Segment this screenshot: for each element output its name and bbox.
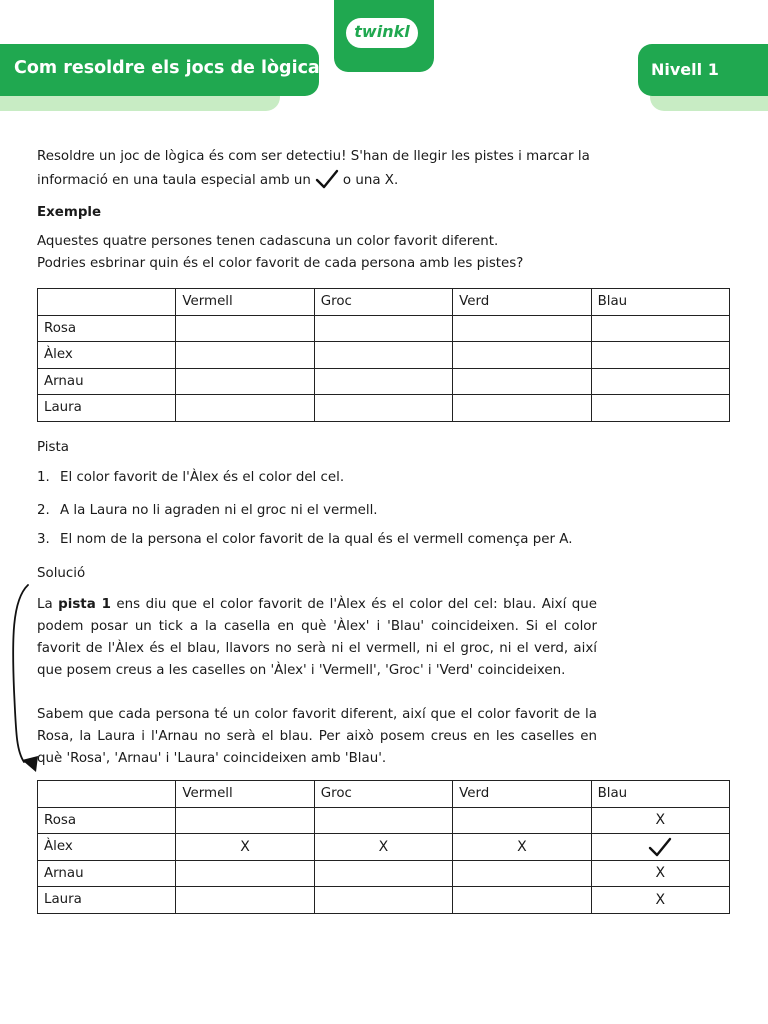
intro-line-2-start: informació en una taula especial amb un xyxy=(37,173,311,188)
table-cell xyxy=(453,368,591,395)
table-header-cell: Verd xyxy=(453,289,591,316)
table-cell xyxy=(176,395,314,422)
solution-paragraph-1 xyxy=(37,594,597,682)
table-cell xyxy=(176,342,314,369)
table-row xyxy=(38,395,730,422)
table-header-cell: Blau xyxy=(591,289,729,316)
clues-heading: Pista xyxy=(37,440,69,455)
intro-line-2 xyxy=(37,168,398,192)
page-title: Com resoldre els jocs de lògica xyxy=(14,58,320,78)
table-header-cell: Verd xyxy=(453,781,591,808)
table-cell xyxy=(591,395,729,422)
table-header-row xyxy=(38,781,730,808)
table-header-cell: Vermell xyxy=(176,781,314,808)
empty-logic-table xyxy=(37,288,730,422)
table-cell xyxy=(591,342,729,369)
clue-number: 3. xyxy=(37,532,50,547)
table-cell xyxy=(176,368,314,395)
table-header-row xyxy=(38,289,730,316)
clue-item xyxy=(37,470,344,485)
level-label: Nivell 1 xyxy=(651,60,719,79)
table-row xyxy=(38,342,730,369)
clue-text: A la Laura no li agraden ni el groc ni el vermell. xyxy=(60,503,378,518)
row-name: Arnau xyxy=(38,368,176,395)
table-header-cell: Groc xyxy=(314,289,452,316)
row-name: Àlex xyxy=(38,834,176,861)
table-header-cell: Blau xyxy=(591,781,729,808)
example-line-2: Podries esbrinar quin és el color favorit de cada persona amb les pistes? xyxy=(37,256,524,271)
check-icon xyxy=(647,836,673,858)
row-name: Arnau xyxy=(38,860,176,887)
table-cell xyxy=(314,887,452,914)
clue-number: 1. xyxy=(37,470,50,485)
table-row xyxy=(38,834,730,861)
table-cell xyxy=(453,315,591,342)
clue-text: El nom de la persona el color favorit de la qual és el vermell comença per A. xyxy=(60,532,573,547)
row-name: Rosa xyxy=(38,315,176,342)
row-name: Laura xyxy=(38,887,176,914)
table-cell xyxy=(176,315,314,342)
tick-cell xyxy=(591,834,729,861)
table-cell xyxy=(314,342,452,369)
intro-line-1: Resoldre un joc de lògica és com ser detectiu! S'han de llegir les pistes i marcar la xyxy=(37,149,590,164)
table-cell xyxy=(176,887,314,914)
solution-p1-rest: ens diu que el color favorit de l'Àlex és el color del cel: blau. Així que podem posar un tick a la casella en què 'Àlex' i 'Blau' coincideixen. Si el color favorit de l'Àlex és el blau, llavors no serà ni el vermell, ni el groc, ni el verd, així que posem creus a les caselles on 'Àlex' i 'Vermell', 'Groc' i 'Verd' coincideixen. xyxy=(37,597,597,678)
solution-p1-start: La xyxy=(37,597,59,612)
table-cell xyxy=(176,807,314,834)
table-header-cell: Groc xyxy=(314,781,452,808)
row-name: Àlex xyxy=(38,342,176,369)
table-row xyxy=(38,807,730,834)
clue-item xyxy=(37,532,572,547)
clue-item xyxy=(37,503,378,518)
cross-mark: X xyxy=(591,887,729,914)
table-row xyxy=(38,860,730,887)
cross-mark: X xyxy=(591,807,729,834)
table-cell xyxy=(314,860,452,887)
cross-mark: X xyxy=(453,834,591,861)
table-cell xyxy=(314,807,452,834)
table-cell xyxy=(453,395,591,422)
solved-logic-table xyxy=(37,780,730,914)
table-header-cell xyxy=(38,781,176,808)
table-row xyxy=(38,887,730,914)
check-icon xyxy=(315,168,339,190)
clue-text: El color favorit de l'Àlex és el color del cel. xyxy=(60,470,345,485)
cross-mark: X xyxy=(591,860,729,887)
table-cell xyxy=(591,315,729,342)
example-heading: Exemple xyxy=(37,205,102,220)
table-cell xyxy=(453,887,591,914)
table-cell xyxy=(453,807,591,834)
intro-line-2-end: o una X. xyxy=(342,173,399,188)
table-cell xyxy=(314,395,452,422)
table-cell xyxy=(591,368,729,395)
row-name: Laura xyxy=(38,395,176,422)
solution-paragraph-2: Sabem que cada persona té un color favorit diferent, així que el color favorit de la Rosa, la Laura i l'Arnau no serà el blau. Per això posem creus en les caselles en què 'Rosa', 'Arnau' i 'Laura' coincideixen amb 'Blau'. xyxy=(37,707,597,766)
table-cell xyxy=(314,315,452,342)
table-header-cell: Vermell xyxy=(176,289,314,316)
table-row xyxy=(38,368,730,395)
table-row xyxy=(38,315,730,342)
table-cell xyxy=(453,860,591,887)
solution-heading: Solució xyxy=(37,566,86,581)
twinkl-logo: twinkl xyxy=(354,22,410,41)
cross-mark: X xyxy=(176,834,314,861)
cross-mark: X xyxy=(314,834,452,861)
row-name: Rosa xyxy=(38,807,176,834)
table-cell xyxy=(314,368,452,395)
table-cell xyxy=(176,860,314,887)
table-cell xyxy=(453,342,591,369)
clue-number: 2. xyxy=(37,503,50,518)
solution-p1-bold: pista 1 xyxy=(58,597,111,612)
example-line-1: Aquestes quatre persones tenen cadascuna un color favorit diferent. xyxy=(37,234,499,249)
